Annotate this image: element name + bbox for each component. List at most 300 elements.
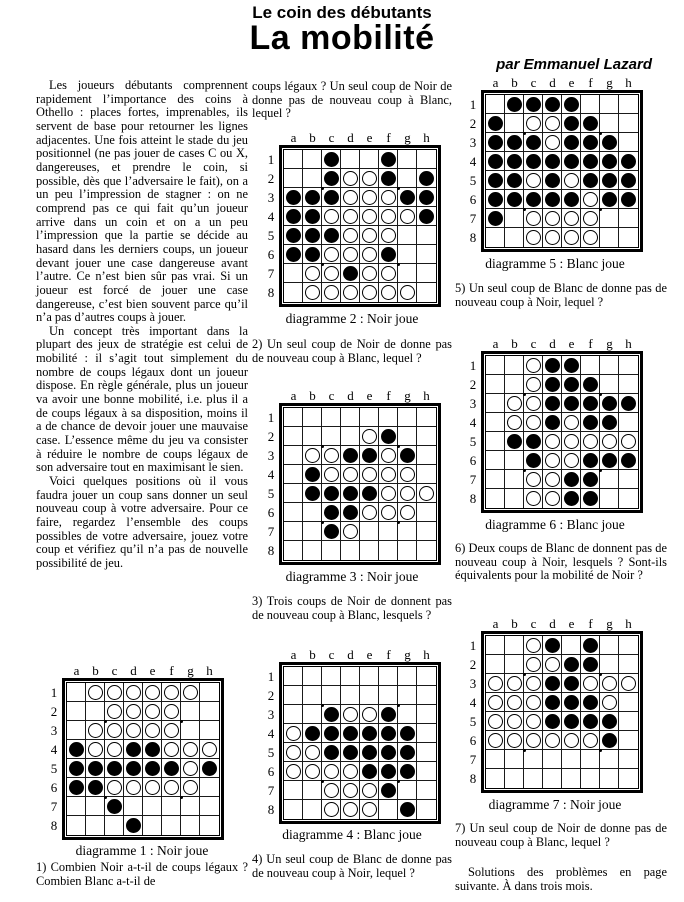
board-cells — [67, 683, 219, 835]
board-cell — [600, 152, 619, 171]
white-disc — [583, 434, 598, 449]
board-cell — [124, 778, 143, 797]
white-disc — [362, 429, 377, 444]
white-disc — [545, 491, 560, 506]
board-cell — [341, 427, 360, 446]
grid-star-dot — [397, 780, 400, 783]
board-cell — [303, 503, 322, 522]
board-cell — [543, 769, 562, 788]
board-cell — [600, 489, 619, 508]
white-disc — [381, 266, 396, 281]
board-cell — [619, 693, 638, 712]
board-cell — [379, 667, 398, 686]
board-cell — [486, 636, 505, 655]
white-disc — [88, 742, 103, 757]
board-cell — [200, 740, 219, 759]
board-cell — [417, 667, 436, 686]
black-disc — [526, 453, 541, 468]
board-grid — [283, 666, 437, 820]
white-disc — [602, 695, 617, 710]
white-disc — [507, 415, 522, 430]
board-cell — [524, 95, 543, 114]
board-cell — [417, 762, 436, 781]
white-disc — [343, 285, 358, 300]
board-cell — [417, 743, 436, 762]
board-cell — [543, 190, 562, 209]
board-cell — [600, 769, 619, 788]
white-disc — [145, 723, 160, 738]
board-frame — [481, 631, 643, 793]
black-disc — [381, 247, 396, 262]
grid-star-dot — [321, 521, 324, 524]
board-cell — [505, 394, 524, 413]
white-disc — [526, 714, 541, 729]
white-disc — [343, 209, 358, 224]
board-cell — [379, 283, 398, 302]
grid-star-dot — [523, 132, 526, 135]
board-cell — [543, 228, 562, 247]
white-disc — [381, 209, 396, 224]
board-cell — [162, 702, 181, 721]
white-disc — [343, 764, 358, 779]
board-cell — [562, 171, 581, 190]
board-cell — [581, 693, 600, 712]
white-disc — [362, 228, 377, 243]
board-cell — [379, 207, 398, 226]
column-label: a — [290, 130, 297, 145]
board-cell — [322, 150, 341, 169]
board-cell — [619, 451, 638, 470]
board-cell — [284, 724, 303, 743]
board-cell — [86, 816, 105, 835]
board-cell — [543, 470, 562, 489]
column-label: f — [386, 130, 391, 145]
black-disc — [602, 154, 617, 169]
white-disc — [526, 695, 541, 710]
board-cell — [398, 226, 417, 245]
board-cell — [181, 702, 200, 721]
intro-paragraph-1: Les joueurs débutants comprennent rapidement l’importance des coins à Othello : places fortes, imprenables, ils servent de base pour retourner les lignes adjacentes. Une fois atteint le stade du jeu positionnel (ne pas jouer de cases C ou X, dangereuses, et prendre le coin, si possible, dès que l’adversaire le fait), on a un peu l’impression de stagner : on ne comprend pas ce qui fait qu’un joueur arrive dans un coin et on a un peu l’impression que la partie se décide au hasard dans les derniers coups, un joueur devant jouer une case dangereuse avant l’autre. Ce n’est bien sûr pas vrai. Si un joueur est forcé de jouer une case dangereuse, c’est bien souvent parce qu’il n’a pas d’autres coups à jouer. — [36, 78, 248, 325]
column-label: c — [530, 75, 537, 90]
board-cell — [486, 731, 505, 750]
board-cell — [543, 750, 562, 769]
column-label: d — [347, 130, 354, 145]
board-cell — [86, 759, 105, 778]
board-body — [263, 662, 441, 824]
black-disc — [564, 491, 579, 506]
board-cell — [86, 721, 105, 740]
closing-note: Solutions des problèmes en page suivante. À dans trois mois. — [455, 865, 667, 893]
othello-board-diagram-7 — [465, 617, 643, 793]
board-cell — [562, 769, 581, 788]
board-cell — [341, 484, 360, 503]
row-label: 4 — [267, 209, 275, 224]
board-cell — [524, 228, 543, 247]
board-cell — [398, 724, 417, 743]
board-cell — [360, 465, 379, 484]
grid-star-dot — [599, 208, 602, 211]
board-cell — [486, 712, 505, 731]
grid-star-dot — [523, 749, 526, 752]
board-cell — [543, 152, 562, 171]
board-cell — [67, 702, 86, 721]
board-cell — [322, 743, 341, 762]
board-cell — [379, 686, 398, 705]
board-cell — [562, 451, 581, 470]
board-cell — [360, 541, 379, 560]
black-disc — [324, 726, 339, 741]
board-cell — [486, 769, 505, 788]
board-cell — [619, 655, 638, 674]
row-label: 6 — [267, 764, 275, 779]
board-cell — [581, 356, 600, 375]
board-cell — [505, 228, 524, 247]
column-label: b — [309, 388, 316, 403]
grid-star-dot — [599, 393, 602, 396]
board-cell — [524, 712, 543, 731]
white-disc — [526, 657, 541, 672]
row-label: 2 — [267, 171, 275, 186]
board-cell — [379, 427, 398, 446]
board-cell — [398, 150, 417, 169]
white-disc — [362, 190, 377, 205]
black-disc — [583, 116, 598, 131]
board-cell — [417, 724, 436, 743]
board-cell — [486, 451, 505, 470]
board-cell — [417, 226, 436, 245]
white-disc — [381, 285, 396, 300]
column-labels — [486, 76, 643, 90]
row-label: 3 — [267, 707, 275, 722]
board-cell — [200, 702, 219, 721]
board-cell — [284, 446, 303, 465]
board-cell — [200, 721, 219, 740]
board-cell — [398, 541, 417, 560]
board-cell — [505, 356, 524, 375]
board-cell — [105, 702, 124, 721]
diagram-1-caption: diagramme 1 : Noir joue — [75, 843, 209, 858]
column-label: e — [568, 336, 575, 351]
black-disc — [107, 799, 122, 814]
board-cell — [124, 816, 143, 835]
board-cell — [417, 283, 436, 302]
board-cell — [67, 778, 86, 797]
black-disc — [621, 192, 636, 207]
black-disc — [583, 491, 598, 506]
board-cell — [341, 800, 360, 819]
row-labels — [465, 90, 481, 252]
column-label: d — [549, 75, 556, 90]
board-cell — [619, 769, 638, 788]
board-cell — [181, 797, 200, 816]
column-label: h — [625, 336, 632, 351]
board-cell — [486, 114, 505, 133]
white-disc — [126, 704, 141, 719]
board-cell — [398, 705, 417, 724]
black-disc — [305, 467, 320, 482]
board-cell — [524, 693, 543, 712]
board-cell — [284, 800, 303, 819]
board-cell — [322, 207, 341, 226]
board-cell — [417, 245, 436, 264]
board-cell — [581, 712, 600, 731]
white-disc — [381, 228, 396, 243]
black-disc — [602, 415, 617, 430]
board-cell — [162, 797, 181, 816]
white-disc — [583, 733, 598, 748]
board-cell — [67, 816, 86, 835]
column-label: g — [404, 130, 411, 145]
grid-star-dot — [523, 673, 526, 676]
white-disc — [343, 171, 358, 186]
board-cell — [417, 188, 436, 207]
board-cell — [124, 740, 143, 759]
white-disc — [107, 780, 122, 795]
board-cell — [619, 470, 638, 489]
black-disc — [381, 783, 396, 798]
row-label: 5 — [267, 486, 275, 501]
black-disc — [69, 742, 84, 757]
white-disc — [545, 116, 560, 131]
board-cell — [486, 190, 505, 209]
board-cell — [562, 712, 581, 731]
black-disc — [164, 761, 179, 776]
board-cell — [341, 207, 360, 226]
black-disc — [507, 173, 522, 188]
board-cell — [341, 705, 360, 724]
white-disc — [88, 685, 103, 700]
board-cell — [67, 721, 86, 740]
diagram-6-caption: diagramme 6 : Blanc joue — [485, 517, 625, 532]
board-cell — [486, 432, 505, 451]
board-frame — [279, 403, 441, 565]
black-disc — [488, 116, 503, 131]
board-cell — [303, 762, 322, 781]
board-cell — [303, 169, 322, 188]
board-cell — [486, 95, 505, 114]
column-label: b — [309, 647, 316, 662]
black-disc — [286, 228, 301, 243]
board-cell — [600, 209, 619, 228]
column-labels — [284, 648, 441, 662]
board-cell — [322, 245, 341, 264]
black-disc — [621, 173, 636, 188]
board-cell — [322, 427, 341, 446]
board-cell — [322, 503, 341, 522]
board-cell — [360, 686, 379, 705]
board-cell — [619, 228, 638, 247]
board-cell — [486, 470, 505, 489]
board-cell — [562, 693, 581, 712]
board-cell — [284, 169, 303, 188]
board-cell — [600, 413, 619, 432]
black-disc — [602, 173, 617, 188]
board-cell — [200, 683, 219, 702]
board-cell — [562, 413, 581, 432]
white-disc — [526, 230, 541, 245]
grid-star-dot — [397, 263, 400, 266]
black-disc — [583, 453, 598, 468]
black-disc — [583, 415, 598, 430]
row-label: 3 — [50, 723, 58, 738]
board-cell — [543, 394, 562, 413]
board-cell — [524, 636, 543, 655]
board-cell — [505, 731, 524, 750]
board-cell — [379, 522, 398, 541]
board-cell — [562, 228, 581, 247]
black-disc — [362, 486, 377, 501]
board-cell — [562, 394, 581, 413]
black-disc — [602, 733, 617, 748]
board-cell — [398, 667, 417, 686]
board-cell — [581, 228, 600, 247]
black-disc — [564, 676, 579, 691]
black-disc — [583, 377, 598, 392]
white-disc — [343, 707, 358, 722]
board-cell — [360, 226, 379, 245]
column-label: g — [187, 663, 194, 678]
board-cell — [581, 171, 600, 190]
board-cell — [284, 484, 303, 503]
white-disc — [164, 685, 179, 700]
grid-star-dot — [321, 187, 324, 190]
white-disc — [343, 524, 358, 539]
white-disc — [419, 486, 434, 501]
board-cell — [360, 724, 379, 743]
white-disc — [305, 266, 320, 281]
white-disc — [526, 415, 541, 430]
board-cell — [162, 740, 181, 759]
board-cell — [562, 133, 581, 152]
row-label: 2 — [469, 116, 477, 131]
diagram-4-caption: diagramme 4 : Blanc joue — [282, 827, 422, 842]
column-label: f — [588, 336, 593, 351]
board-cell — [398, 408, 417, 427]
white-disc — [488, 733, 503, 748]
board-frame — [279, 145, 441, 307]
board-cell — [543, 674, 562, 693]
column-label: h — [625, 616, 632, 631]
board-cell — [486, 750, 505, 769]
board-cell — [562, 209, 581, 228]
white-disc — [400, 285, 415, 300]
column-label: a — [492, 75, 499, 90]
board-cell — [417, 484, 436, 503]
board-cell — [284, 686, 303, 705]
black-disc — [545, 97, 560, 112]
board-cell — [398, 522, 417, 541]
white-disc — [362, 802, 377, 817]
row-label: 4 — [50, 742, 58, 757]
board-cell — [303, 226, 322, 245]
black-disc — [381, 764, 396, 779]
black-disc — [545, 192, 560, 207]
board-cell — [505, 190, 524, 209]
black-disc — [324, 171, 339, 186]
black-disc — [324, 524, 339, 539]
board-cell — [581, 375, 600, 394]
row-label: 6 — [267, 247, 275, 262]
board-cell — [379, 446, 398, 465]
board-cell — [200, 797, 219, 816]
board-cell — [303, 724, 322, 743]
black-disc — [126, 742, 141, 757]
black-disc — [324, 745, 339, 760]
column-label: b — [511, 616, 518, 631]
white-disc — [305, 764, 320, 779]
board-cell — [322, 541, 341, 560]
board-cell — [562, 674, 581, 693]
black-disc — [400, 448, 415, 463]
board-cell — [581, 489, 600, 508]
board-cell — [303, 800, 322, 819]
black-disc — [621, 453, 636, 468]
board-cell — [524, 394, 543, 413]
black-disc — [305, 247, 320, 262]
board-cell — [322, 705, 341, 724]
board-cell — [284, 762, 303, 781]
board-cell — [379, 724, 398, 743]
black-disc — [419, 171, 434, 186]
black-disc — [324, 505, 339, 520]
board-cell — [360, 169, 379, 188]
board-cell — [398, 743, 417, 762]
board-cell — [341, 446, 360, 465]
board-cell — [600, 674, 619, 693]
board-cell — [86, 740, 105, 759]
board-cell — [417, 465, 436, 484]
column-labels — [284, 131, 441, 145]
board-cell — [284, 781, 303, 800]
board-cell — [162, 816, 181, 835]
white-disc — [324, 467, 339, 482]
board-cell — [379, 743, 398, 762]
black-disc — [583, 173, 598, 188]
grid-star-dot — [599, 132, 602, 135]
board-cell — [543, 209, 562, 228]
board-cell — [181, 778, 200, 797]
board-cell — [322, 264, 341, 283]
white-disc — [107, 742, 122, 757]
board-cell — [581, 470, 600, 489]
intro-paragraph-2: Un concept très important dans la plupart des jeux de stratégie est celui de mobilité : il s’agit tout simplement du nombre de coups légaux dont un joueur dispose. En règle générale, plus un joueur va avoir une bonne mobilité, i.e. plus il a de coups légaux à sa disposition, moins il a de chance de devoir jouer une mauvaise case. L’essence même du jeu va consister à réduire le nombre de coups légaux de son adversaire tout en maximisant le sien. — [36, 323, 248, 475]
board-cell — [143, 759, 162, 778]
board-cell — [619, 171, 638, 190]
board-cell — [322, 465, 341, 484]
column-label: d — [347, 647, 354, 662]
board-cell — [322, 762, 341, 781]
board-cell — [486, 171, 505, 190]
board-cell — [341, 188, 360, 207]
white-disc — [564, 415, 579, 430]
board-cell — [341, 283, 360, 302]
grid-star-dot — [599, 749, 602, 752]
question-4: 4) Un seul coup de Blanc de donne pas de nouveau coup à Noir, lequel ? — [252, 852, 452, 880]
black-disc — [69, 761, 84, 776]
row-label: 7 — [469, 472, 477, 487]
question-5: 5) Un seul coup de Blanc de donne pas de nouveau coup à Noir, lequel ? — [455, 281, 667, 309]
white-disc — [564, 733, 579, 748]
row-labels — [465, 351, 481, 513]
board-cell — [284, 408, 303, 427]
board-frame — [62, 678, 224, 840]
row-label: 4 — [469, 154, 477, 169]
black-disc — [602, 192, 617, 207]
row-label: 6 — [469, 733, 477, 748]
black-disc — [545, 377, 560, 392]
board-cell — [417, 503, 436, 522]
row-labels — [263, 145, 279, 307]
